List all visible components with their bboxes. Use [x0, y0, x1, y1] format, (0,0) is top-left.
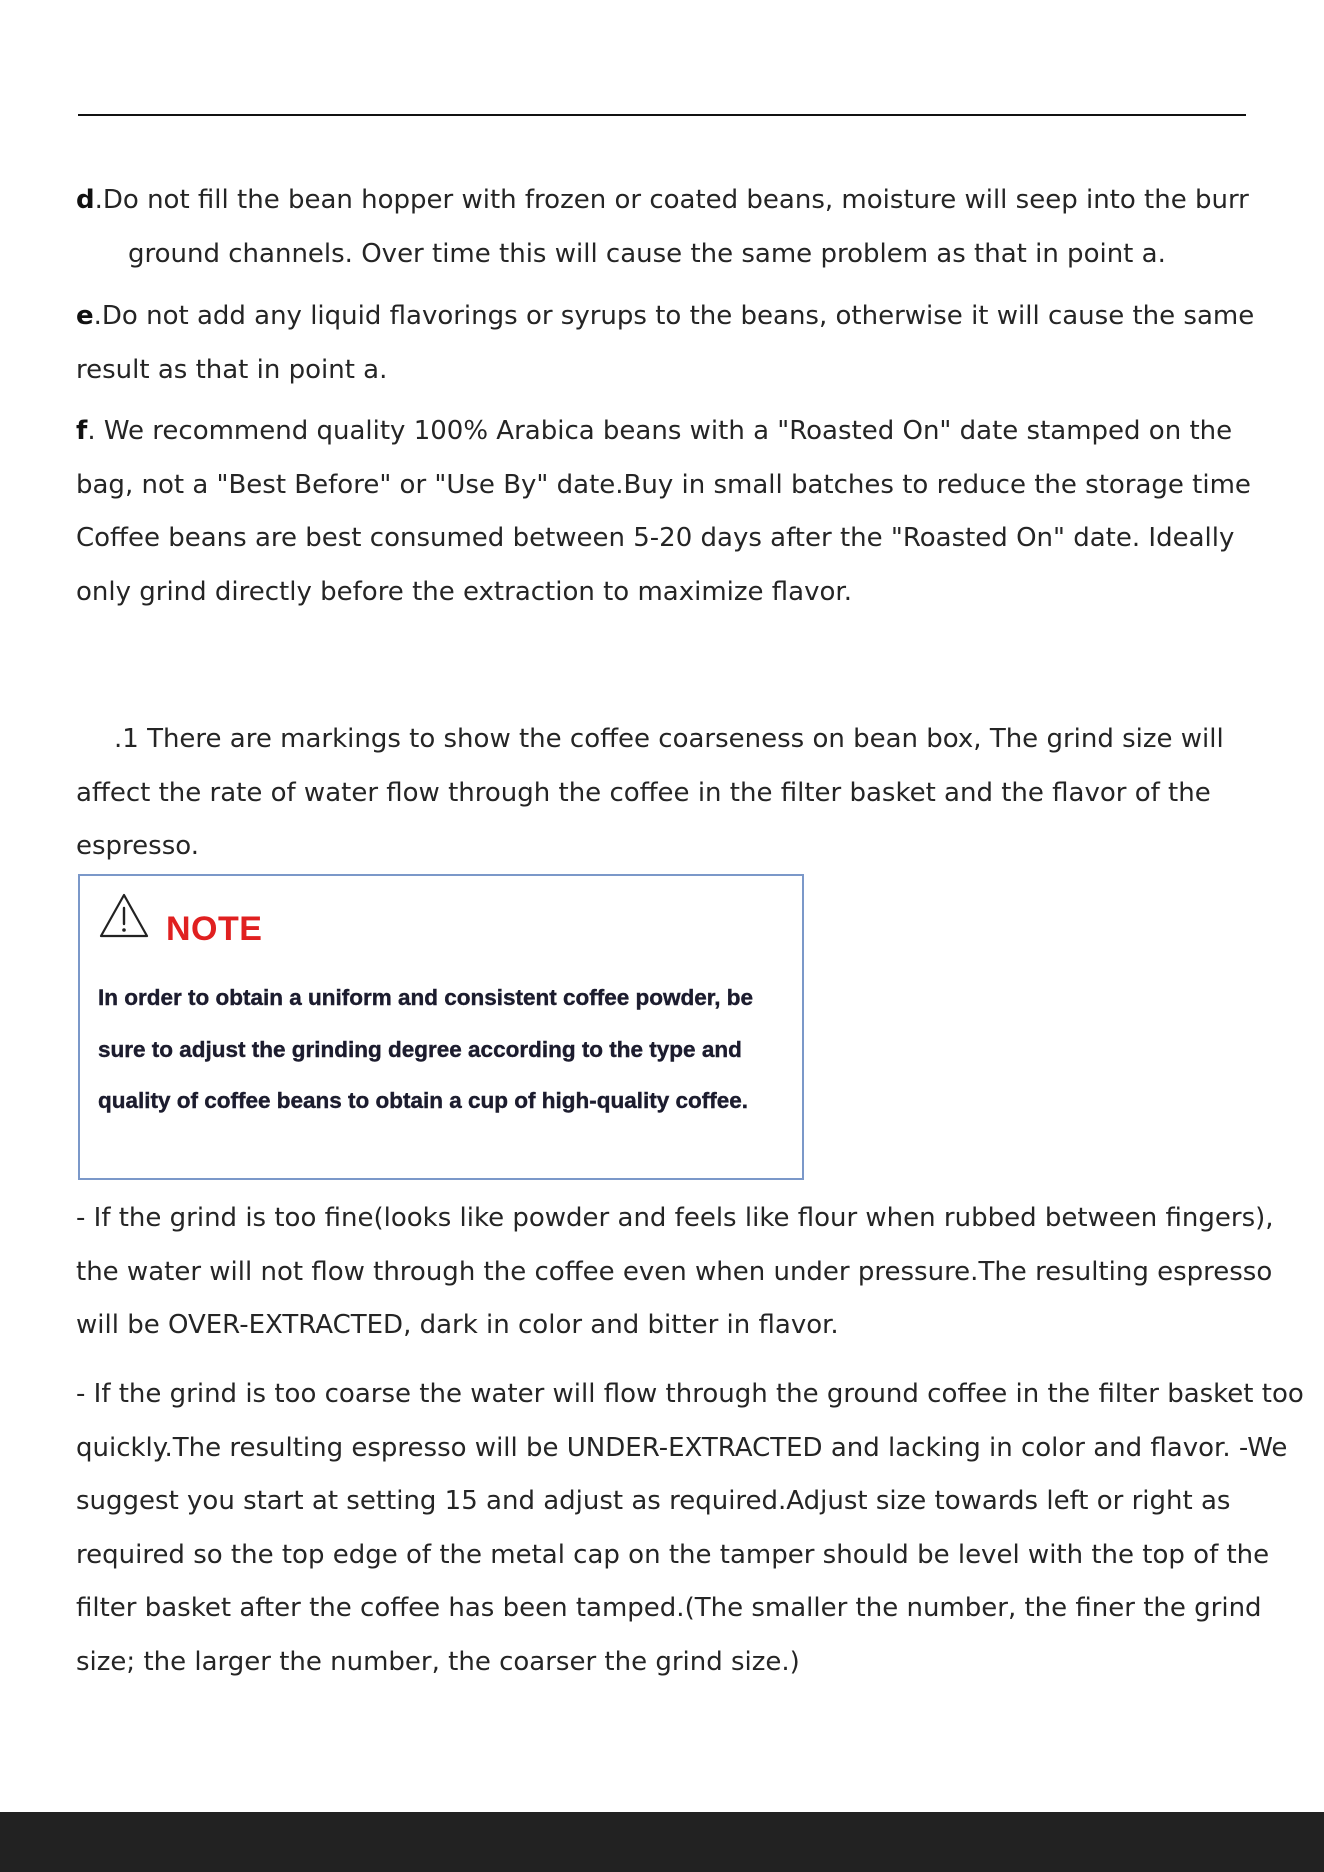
paragraph-e	[76, 290, 1266, 397]
header-rule	[78, 114, 1246, 116]
paragraph-too-fine-text: - If the grind is too fine(looks like powder and feels like flour when rubbed between fingers), the water will not flow through the coffee even when under pressure.The resulting espresso will be OVER-EXTRACTED, dark in color and bitter in flavor.	[76, 1203, 1274, 1340]
paragraph-d-text: .Do not fill the bean hopper with frozen or coated beans, moisture will seep into the burr	[94, 185, 1249, 215]
paragraph-too-fine	[76, 1192, 1321, 1353]
note-box	[78, 874, 804, 1180]
note-title: NOTE	[166, 910, 263, 948]
warning-triangle-icon	[98, 892, 150, 940]
paragraph-f-text: . We recommend quality 100% Arabica beans with a "Roasted On" date stamped on the bag, not a "Best Before" or "Use By" date.Buy in small batches to reduce the storage time Coffee beans are best consumed between 5-20 days after the "Roasted On" date. Ideally only grind directly before the extraction to maximize flavor.	[76, 416, 1251, 607]
paragraph-too-coarse-text: - If the grind is too coarse the water will flow through the ground coffee in the filter basket too quickly.The resulting espresso will be UNDER-EXTRACTED and lacking in color and flavor. -We suggest you start at setting 15 and adjust as required.Adjust size towards left or right as required so the top edge of the metal cap on the tamper should be level with the top of the filter basket after the coffee has been tamped.(The smaller the number, the finer the grind size; the larger the number, the coarser the grind size.)	[76, 1379, 1304, 1677]
paragraph-e-text: .Do not add any liquid flavorings or syrups to the beans, otherwise it will cause the same result as that in point a.	[76, 301, 1255, 385]
paragraph-f-label: f	[76, 416, 88, 446]
paragraph-markings-text: .1 There are markings to show the coffee coarseness on bean box, The grind size will affect the rate of water flow through the coffee in the filter basket and the flavor of the espresso.	[76, 724, 1224, 861]
paragraph-d-label: d	[76, 185, 95, 215]
paragraph-f	[76, 405, 1266, 619]
paragraph-markings	[76, 713, 1256, 874]
paragraph-d	[76, 174, 1266, 281]
note-text: In order to obtain a uniform and consistent coffee powder, be sure to adjust the grinding degree according to the type and quality of coffee beans to obtain a cup of high-quality coffee.	[98, 985, 754, 1113]
paragraph-d-text-continued: ground channels. Over time this will cause the same problem as that in point a.	[128, 238, 1166, 269]
paragraph-too-coarse	[76, 1368, 1316, 1689]
footer-bar	[0, 1812, 1324, 1872]
paragraph-e-label: e	[76, 301, 94, 331]
